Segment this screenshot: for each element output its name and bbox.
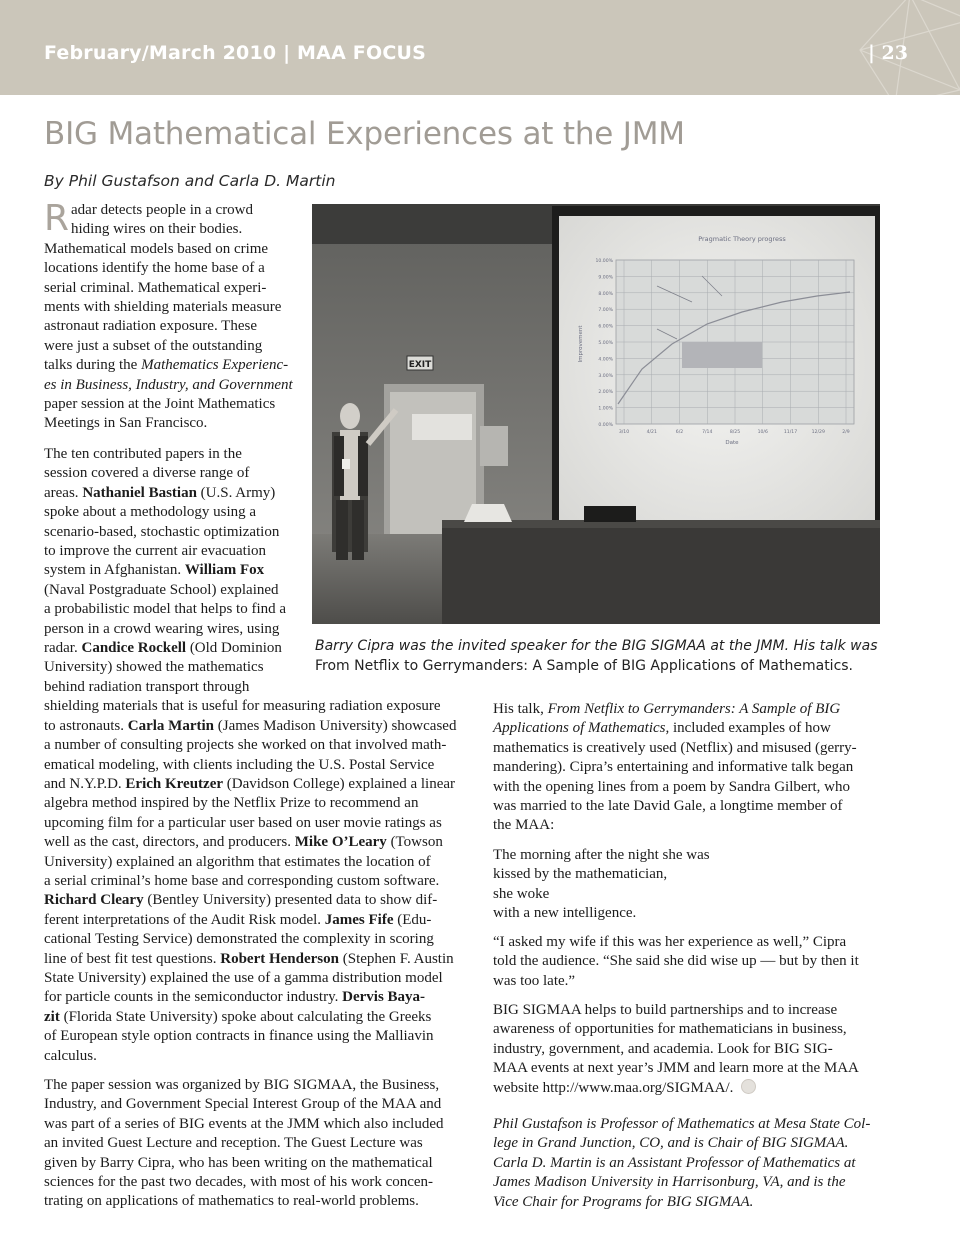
page-number: | 23 (868, 42, 908, 64)
speaker-name: Dervis Baya- (342, 989, 426, 1006)
quote-paragraph: “I asked my wife if this was her experience as well,” Cipra told the audience. “She said she did wise up — but by then it was too late.” (493, 934, 859, 989)
end-mark-icon (741, 1079, 756, 1094)
poem-block: The morning after the night she was kissed by the mathematician, she woke with a new intelligence. (493, 847, 710, 922)
laptop (464, 504, 512, 522)
wall-poster (480, 426, 508, 466)
speaker-name: Robert Henderson (220, 950, 339, 967)
speaker-name: Nathaniel Bastian (82, 484, 197, 501)
slide-x-tick: 3/10 (618, 430, 630, 435)
presentation-table (442, 504, 880, 624)
slide-y-tick: 0.00% (598, 423, 613, 428)
slide-y-tick: 3.00% (598, 373, 613, 379)
website-link[interactable]: website http://www.maa.org/SIGMAA/. (493, 1079, 734, 1096)
slide-y-tick: 9.00% (598, 275, 613, 281)
slide-y-tick: 4.00% (598, 357, 613, 363)
speaker-name: zit (44, 1008, 60, 1025)
talk-paragraph: His talk, From Netflix to Gerrymanders: A Sample of BIG Applications of Mathematics, included examples of how mathematics is creatively used (Netflix) and misused (gerry- mandering). Cipra’s entertaining and informative talk began with the opening lines from a poem by Sandra Gilbert, who was married to the late David Gale, a longtime member of the MAA: (493, 701, 857, 834)
slide-x-tick: 2/9 (842, 430, 850, 435)
page-header (0, 0, 960, 95)
slide-x-tick: 4/21 (646, 430, 657, 435)
intro-paragraph: R adar detects people in a crowd hiding wires on their bodies. Mathematical models based on crime locations identify the home base of a serial criminal. Mathematical experi- ments with shielding materials measure astronaut radiation exposure. These were just a subset of the outstanding talks during the Mathematics Experienc- es in Business, Industry, and Government paper session at the Joint Mathematics Meetings in San Francisco. (44, 198, 293, 432)
speaker-name: Richard Cleary (44, 892, 144, 909)
door-sign (412, 414, 472, 440)
slide-x-tick: 8/25 (729, 430, 741, 435)
sigmaa-paragraph: BIG SIGMAA helps to build partnerships and to increase awareness of opportunities for mathematicians in business, industry, government, and academia. Look for BIG SIG- MAA events at next year’s JMM and learn more at the MAA website http://www.maa.org/SIGMAA/. (493, 1002, 859, 1096)
speaker-name: Erich Kreutzer (125, 775, 224, 792)
article-title: BIG Mathematical Experiences at the JMM (44, 116, 685, 152)
speaker-name: Candice Rockell (81, 640, 187, 657)
slide-y-tick: 7.00% (598, 308, 613, 314)
slide-x-tick: 10/6 (757, 430, 768, 435)
speaker-name: James Fife (324, 911, 394, 928)
slide-y-tick: 2.00% (598, 390, 613, 396)
slide-y-tick: 8.00% (598, 291, 613, 297)
author-bio: Phil Gustafson is Professor of Mathematics at Mesa State Col- lege in Grand Junction, CO, and is Chair of BIG SIGMAA. Carla D. Martin is an Assistant Professor of Mathematics at James Madison University in Harrisonburg, VA, and is the Vice Chair for Programs for BIG SIGMAA. (493, 1116, 871, 1210)
slide-x-tick: 6/2 (675, 430, 684, 435)
photo-caption: Barry Cipra was the invited speaker for the BIG SIGMAA at the JMM. His talk was From Netflix to Gerrymanders: A Sample of BIG Applications of Mathematics. (315, 638, 878, 674)
speaker-photo (312, 204, 880, 624)
slide-xlabel: Date (725, 440, 739, 446)
drop-cap: R (44, 198, 70, 239)
slide-x-tick: 11/17 (783, 430, 798, 435)
slide-title: Pragmatic Theory progress (698, 235, 786, 243)
projector (584, 506, 636, 522)
slide-x-tick: 12/29 (811, 430, 825, 435)
issue-label: February/March 2010 | MAA FOCUS (44, 42, 426, 64)
slide-y-tick: 10.00% (595, 259, 613, 264)
speaker-name: Mike O’Leary (294, 834, 387, 851)
speaker-name: Carla Martin (127, 717, 214, 734)
slide-y-tick: 6.00% (598, 324, 613, 330)
papers-paragraph: The ten contributed papers in the session covered a diverse range of areas. Nathaniel Bastian (U.S. Army) spoke about a methodology using a scenario-based, stochastic optimization to improve the current air evacuation system in Afghanistan. William Fox (Naval Postgraduate School) explained a probabilistic model that helps to find a person in a crowd wearing wires, using radar. Candice Rockell (Old Dominion University) showed the mathematics behind radiation transport through shielding materials that is useful for measuring radiation exposure to astronauts. Carla Martin (James Madison University) showcased a number of consulting projects she worked on that involved math- ematical modeling, with clients including the U.S. Postal Service and N.Y.P.D. Erich Kreutzer (Davidson College) explained a linear algebra method inspired by the Netflix Prize to recommend an upcoming film for a particular user based on user movie ratings as well as the cast, directors, and producers. Mike O’Leary (Towson University) explained an algorithm that estimates the location of a serial criminal’s home base and corresponding custom software. Richard Cleary (Bentley University) presented data to show dif- ferent interpretations of the Audit Risk model. James Fife (Edu- cational Testing Service) demonstrated the complexity in scoring line of best fit test questions. Robert Henderson (Stephen F. Austin State University) explained the use of a gamma distribution model for particle counts in the semiconductor industry. Dervis Baya- zit (Florida State University) spoke about calculating the Greeks of European style option contracts in finance using the Malliavin calculus. (44, 446, 457, 1064)
slide-y-tick: 1.00% (598, 406, 613, 412)
organizer-paragraph: The paper session was organized by BIG SIGMAA, the Business, Industry, and Government Special Interest Group of the MAA and was part of a series of BIG events at the JMM which also included an invited Guest Lecture and reception. The Guest Lecture was given by Barry Cipra, who has been writing on the mathematical sciences for the past two decades, with most of his work concen- trating on applications of mathematics to real-world problems. (44, 1077, 444, 1210)
byline: By Phil Gustafson and Carla D. Martin (44, 172, 336, 190)
speaker-name: William Fox (184, 562, 265, 579)
exit-sign-text: EXIT (408, 360, 432, 370)
slide-chart (578, 235, 854, 446)
slide-ylabel: Improvement (578, 325, 584, 363)
slide-x-tick: 7/14 (702, 430, 713, 435)
slide-y-tick: 5.00% (598, 341, 613, 346)
slide-highlight-box (682, 342, 762, 368)
